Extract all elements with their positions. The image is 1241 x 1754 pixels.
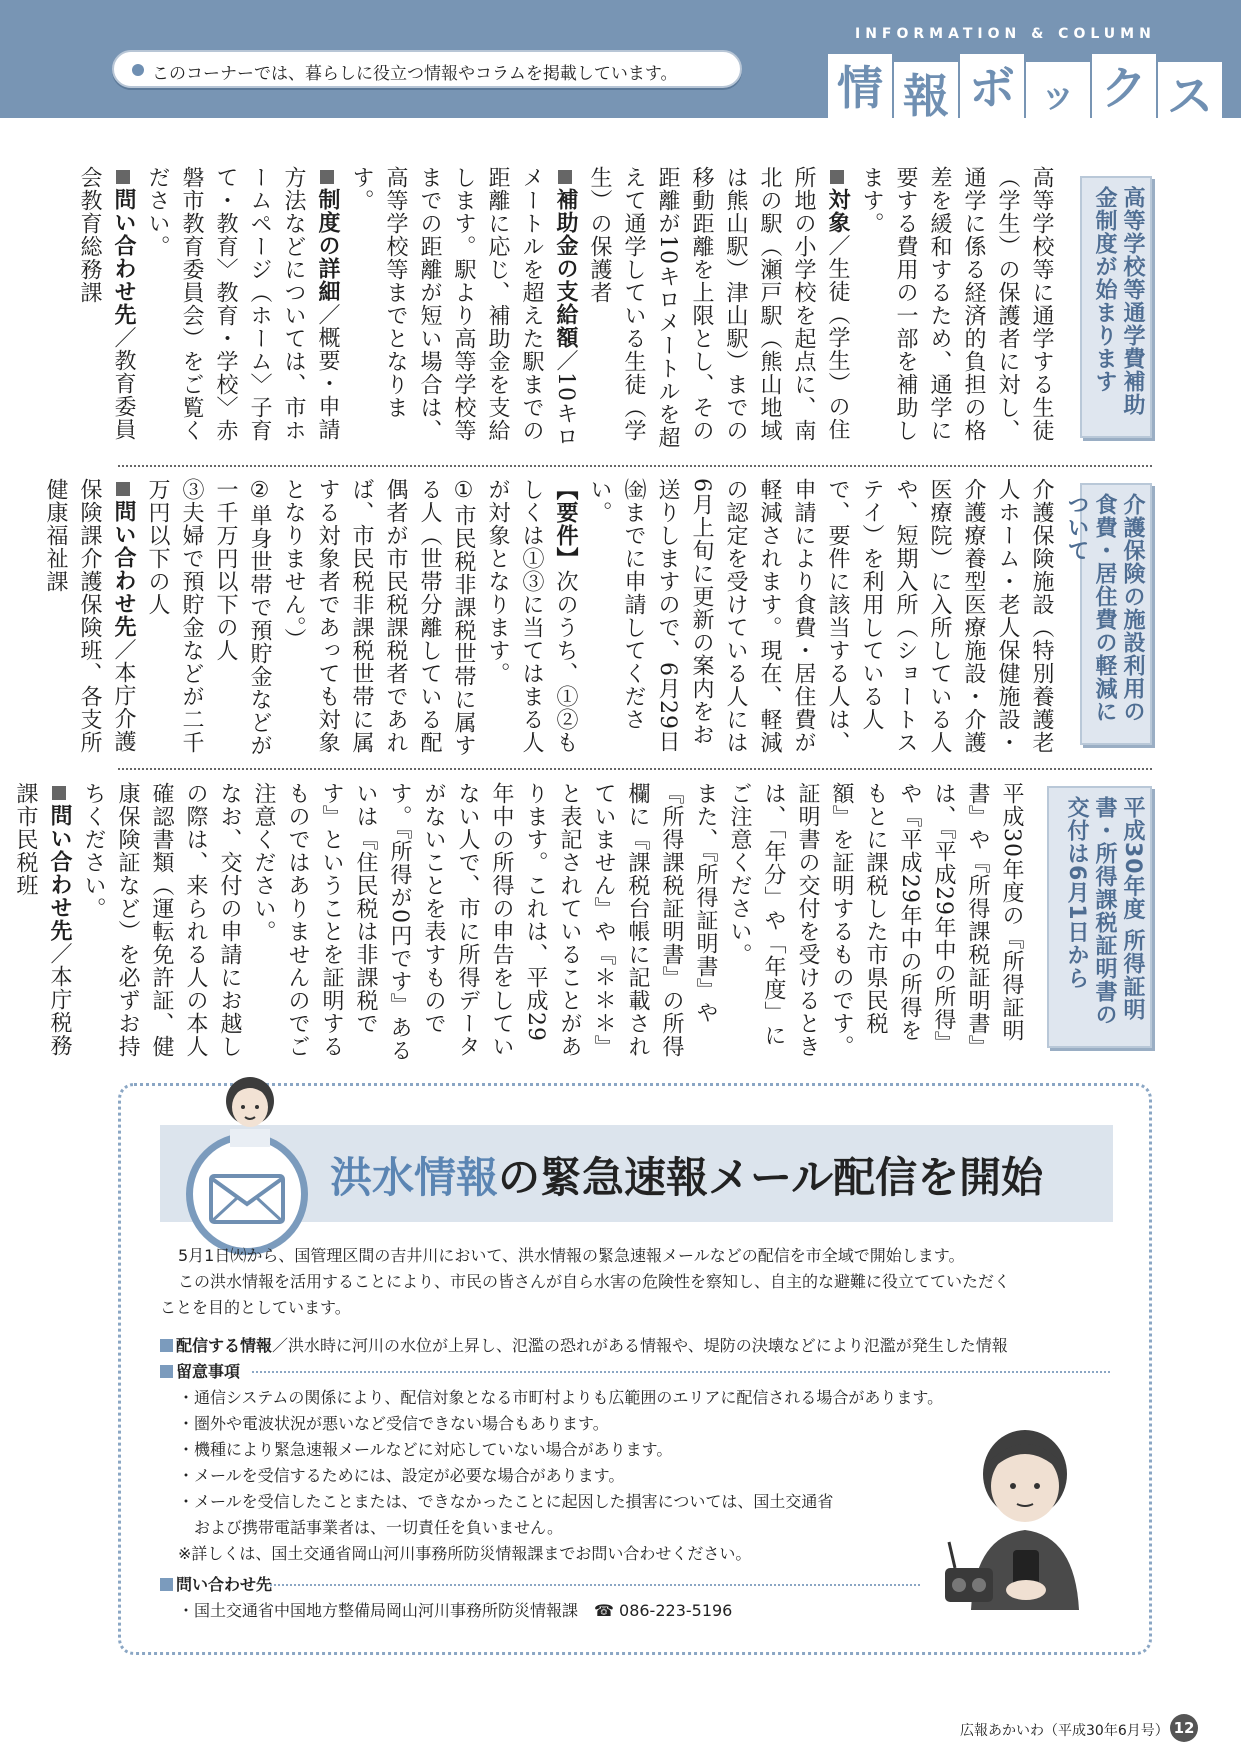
article3-title: 平成30年度 所得証明書・所得課税証明書の交付は6月1日から — [1047, 786, 1152, 1048]
article3-contact-text: ／本庁税務課市民税班 — [13, 782, 72, 1057]
square-bullet-icon — [320, 170, 334, 184]
article1-target-text: ／生徒（学生）の住所地の小学校を起点に、南北の駅（瀬戸駅（熊山地域は熊山駅）津山駅）までの移動距離を上限とし、その距離が10キロメートルを超えて通学している生徒（学生）の保護者 — [587, 166, 850, 449]
flood-note: ・圏外や電波状況が悪いなど受信できない場合もあります。 — [178, 1414, 609, 1433]
article2-item2: ②単身世帯で預貯金などが一千万円以下の人 — [213, 478, 272, 757]
divider — [118, 465, 1152, 467]
title-char: ボ — [960, 54, 1024, 122]
title-char: ッ — [1026, 62, 1090, 130]
square-bullet-icon — [52, 786, 66, 800]
article2-contact-text: ／本庁介護保険課介護保険班、各支所健康福祉課 — [43, 478, 136, 754]
flood-notes-label: 留意事項 — [176, 1362, 241, 1381]
article1-detail-label: 制度の詳細 — [315, 188, 340, 303]
article3-body — [13, 782, 1028, 1062]
flood-notes-heading — [160, 1359, 240, 1382]
flood-contact-label: 問い合わせ先 — [176, 1575, 273, 1594]
article2-item1: ①市民税非課税世帯に属する人（世帯分離している配偶者が市民税課税者であれば、市民税非課税世帯に属する対象者であっても対象となりません。） — [281, 478, 476, 757]
article2-req-label: 【要件】 — [553, 478, 578, 570]
flood-title — [330, 1145, 1043, 1205]
article3-para2: また、『所得証明書』や『所得課税証明書』の所得欄に『課税台帳に記載されていません』や『＊＊＊』と表記されていることがあります。これは、平成29年中の所得の申告をしていない人で、市に所得データがないことを表すものです。『所得が0円です』あるいは『住民税は非課税です』ということを証明するものではありませんのでご注意ください。 — [251, 782, 718, 1062]
article1-body — [77, 166, 1058, 450]
flood-contact-text: ・国土交通省中国地方整備局岡山河川事務所防災情報課 ☎ 086-223-5196 — [178, 1601, 733, 1620]
article2-req-text: 次のうち、①②もしくは①③に当てはまる人が対象となります。 — [485, 478, 578, 754]
section-subtitle: INFORMATION & COLUMN — [855, 26, 1156, 42]
divider — [270, 1584, 920, 1586]
flood-note: および携帯電話事業者は、一切責任を負いません。 — [178, 1518, 563, 1537]
divider — [118, 768, 1152, 770]
flood-intro-2: この洪水情報を活用することにより、市民の皆さんが自ら水害の危険性を察知し、自主的な避難に役立てていただく — [178, 1272, 1011, 1291]
man-with-phone-icon — [945, 1420, 1095, 1610]
flood-title-rest: の緊急速報メール配信を開始 — [498, 1153, 1044, 1202]
title-char: 報 — [894, 62, 958, 130]
article1-intro: 高等学校等に通学する生徒（学生）の保護者に対し、通学に係る経済的負担の格差を緩和するため、通学に要する費用の一部を補助します。 — [859, 166, 1054, 442]
article2-body — [43, 478, 1058, 758]
envelope-icon — [193, 1140, 301, 1248]
flood-title-highlight: 洪水情報 — [330, 1153, 499, 1202]
article1-contact-text: ／教育委員会教育総務課 — [77, 166, 136, 441]
square-bullet-icon — [160, 1578, 173, 1591]
intro-text: このコーナーでは、暮らしに役立つ情報やコラムを掲載しています。 — [152, 64, 678, 84]
flood-note: ・機種により緊急速報メールなどに対応していない場合があります。 — [178, 1440, 673, 1459]
flood-intro-1: 5月1日㈫から、国管理区間の吉井川において、洪水情報の緊急速報メールなどの配信を市全域で開始します。 — [178, 1246, 965, 1265]
square-bullet-icon — [116, 482, 130, 496]
article1-contact-label: 問い合わせ先 — [111, 188, 136, 326]
flood-intro-3: ことを目的としています。 — [160, 1298, 351, 1317]
article3-contact-label: 問い合わせ先 — [47, 804, 72, 942]
divider — [252, 1371, 1110, 1373]
article3-para3: なお、交付の申請にお越しの際は、来られる人の本人確認書類（運転免許証、健康保険証など）を必ずお持ちください。 — [81, 782, 242, 1058]
flood-note: ・メールを受信するためには、設定が必要な場合があります。 — [178, 1466, 625, 1485]
square-bullet-icon — [116, 170, 130, 184]
flood-note: ・通信システムの関係により、配信対象となる市町村よりも広範囲のエリアに配信される場合があります。 — [178, 1388, 944, 1407]
woman-illustration-icon — [215, 1075, 285, 1147]
article2-intro: 介護保険施設（特別養護老人ホーム・老人保健施設・介護療養型医療施設・介護医療院）に入所している人や、短期入所（ショートステイ）を利用している人で、要件に該当する人は、申請により食費・居住費が軽減されます。現在、軽減の認定を受けている人には6月上旬に更新の案内をお送りしますので、6月29日㈮までに申請してください。 — [587, 478, 1054, 754]
article2-title: 介護保険の施設利用の食費・居住費の軽減について — [1080, 483, 1152, 745]
square-bullet-icon — [160, 1365, 173, 1378]
flood-contact-heading — [160, 1572, 272, 1595]
article3-para1: 平成30年度の『所得証明書』や『所得課税証明書』は、『平成29年中の所得』や『平成29年中の所得をもとに課税した市県民税額』を証明するものです。証明書の交付を受けるときは、「年分」や「年度」にご注意ください。 — [727, 782, 1024, 1058]
square-bullet-icon — [160, 1339, 173, 1352]
flood-info-text: ／洪水時に河川の水位が上昇し、氾濫の恐れがある情報や、堤防の決壊などにより氾濫が発生した情報 — [272, 1336, 1008, 1355]
article2-item3: ③夫婦で預貯金などが二千万円以下の人 — [145, 478, 204, 754]
article1-amount-label: 補助金の支給額 — [553, 188, 578, 349]
article1-title: 高等学校等通学費補助金制度が始まります — [1080, 176, 1152, 438]
mail-illustration — [186, 1133, 308, 1255]
article1-amount-text: ／10キロメートルを超えた駅までの距離に応じ、補助金を支給します。駅より高等学校等までの距離が短い場合は、高等学校等までとなります。 — [349, 166, 578, 448]
bullet-icon — [132, 64, 144, 76]
page-number: 12 — [1170, 1714, 1198, 1742]
flood-info-label: 配信する情報 — [176, 1336, 273, 1355]
square-bullet-icon — [558, 170, 572, 184]
article1-detail-text: ／概要・申請方法などについては、市ホームページ（ホーム〉子育て・教育〉教育・学校〉赤磐市教育委員会）をご覧ください。 — [145, 166, 340, 442]
flood-note: ・メールを受信したことまたは、できなかったことに起因した損害については、国土交通省 — [178, 1492, 834, 1511]
square-bullet-icon — [830, 170, 844, 184]
title-char: ス — [1158, 62, 1222, 130]
intro-banner — [112, 50, 742, 88]
flood-info-line — [160, 1333, 1008, 1356]
flood-note-more: ※詳しくは、国土交通省岡山河川事務所防災情報課までお問い合わせください。 — [178, 1544, 752, 1563]
title-char: ク — [1092, 54, 1156, 122]
article1-target-label: 対象 — [825, 188, 850, 234]
title-char: 情 — [828, 54, 892, 122]
footer-publication: 広報あかいわ（平成30年6月号） — [960, 1723, 1169, 1739]
article2-contact-label: 問い合わせ先 — [111, 500, 136, 638]
